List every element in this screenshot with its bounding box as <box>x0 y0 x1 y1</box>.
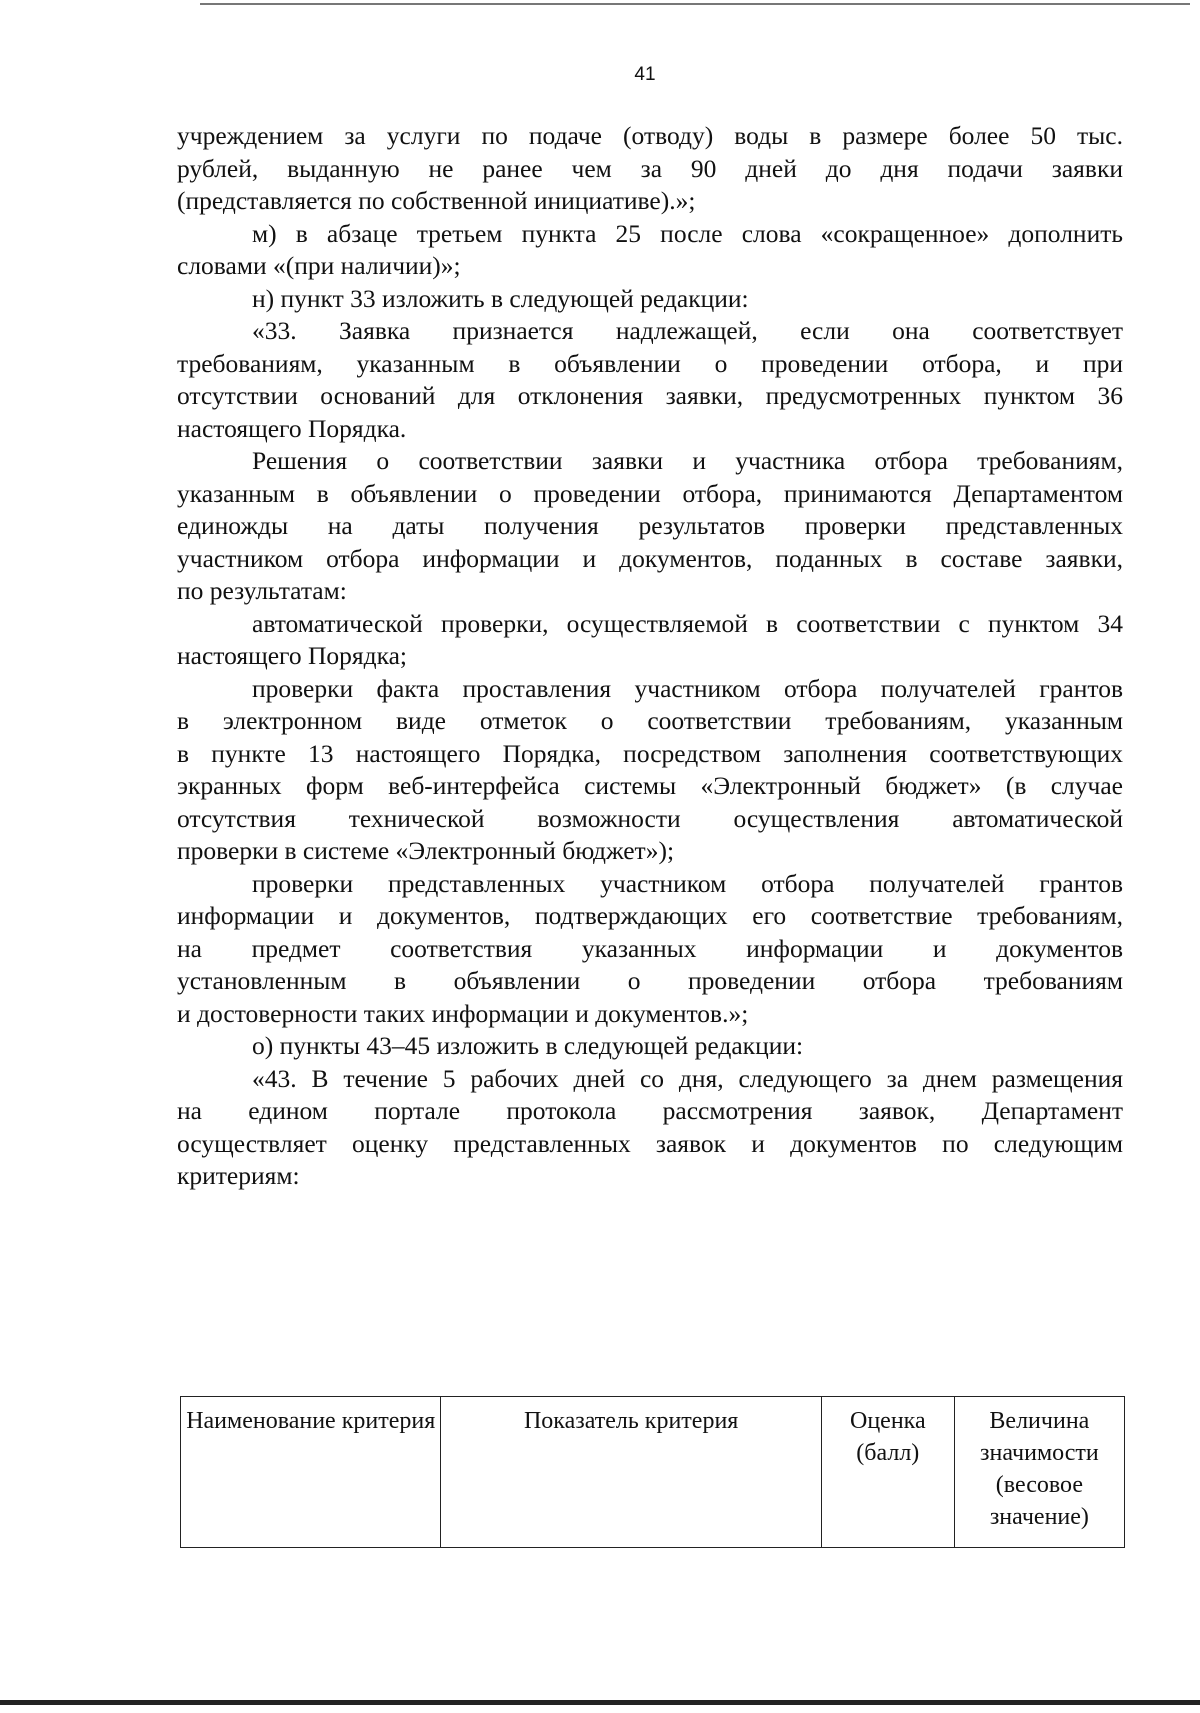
header-weight: Величина значимости (весовое значение) <box>954 1397 1124 1548</box>
criteria-table-header-row <box>181 1397 1125 1548</box>
text-line: Решения о соответствии заявки и участника отбора требованиям, <box>252 446 1123 475</box>
text-line: «43. В течение 5 рабочих дней со дня, следующего за днем размещения <box>252 1063 1123 1093</box>
text-line: установленным в объявлении о проведении отбора требованиям <box>177 966 1123 995</box>
text-line: рублей, выданную не ранее чем за 90 дней до дня подачи заявки <box>177 153 1123 183</box>
text-line: настоящего Порядка. <box>177 413 407 443</box>
text-line: учреждением за услуги по подаче (отводу) воды в размере более 50 тыс. <box>177 121 1123 150</box>
text-line: проверки факта проставления участником отбора получателей грантов <box>252 673 1123 703</box>
text-line: указанным в объявлении о проведении отбора, принимаются Департаментом <box>177 478 1123 508</box>
bottom-scan-rule <box>0 1700 1200 1705</box>
text-line: в электронном виде отметок о соответствии требованиям, указанным <box>177 706 1123 735</box>
text-line: на предмет соответствия указанных информации и документов <box>177 933 1123 963</box>
text-line: информации и документов, подтверждающих его соответствие требованиям, <box>177 901 1123 930</box>
text-line: экранных форм веб-интерфейса системы «Электронный бюджет» (в случае <box>177 771 1123 800</box>
text-line: словами «(при наличии)»; <box>177 251 461 280</box>
text-line: (представляется по собственной инициативе).»; <box>177 186 696 215</box>
text-line: «33. Заявка признается надлежащей, если она соответствует <box>252 316 1123 345</box>
text-line: проверки в системе «Электронный бюджет»); <box>177 836 675 865</box>
text-line: настоящего Порядка; <box>177 641 408 670</box>
top-scan-rule <box>200 3 1190 5</box>
document-body <box>177 120 1123 1193</box>
header-criterion-indicator: Показатель критерия <box>441 1397 821 1548</box>
text-line: автоматической проверки, осуществляемой в соответствии с пунктом 34 <box>252 608 1123 638</box>
text-line: н) пункт 33 изложить в следующей редакции: <box>252 283 749 313</box>
text-line: критериям: <box>177 1161 300 1190</box>
text-line: участником отбора информации и документов, поданных в составе заявки, <box>177 543 1123 573</box>
text-line: отсутствии оснований для отклонения заявки, предусмотренных пунктом 36 <box>177 381 1123 410</box>
text-line: осуществляет оценку представленных заявок и документов по следующим <box>177 1128 1123 1158</box>
text-line: м) в абзаце третьем пункта 25 после слова «сокращенное» дополнить <box>252 218 1123 248</box>
text-line: по результатам: <box>177 576 347 605</box>
text-line: на едином портале протокола рассмотрения заявок, Департамент <box>177 1096 1123 1125</box>
text-line: требованиям, указанным в объявлении о проведении отбора, и при <box>177 348 1123 378</box>
header-score: Оценка (балл) <box>821 1397 954 1548</box>
text-line: единожды на даты получения результатов проверки представленных <box>177 511 1123 540</box>
page-number: 41 <box>634 64 656 85</box>
text-line: и достоверности таких информации и документов.»; <box>177 998 749 1028</box>
text-line: проверки представленных участником отбора получателей грантов <box>252 868 1123 898</box>
text-line: о) пункты 43–45 изложить в следующей редакции: <box>252 1031 804 1060</box>
criteria-table <box>180 1396 1125 1548</box>
header-criterion-name: Наименование критерия <box>181 1397 441 1548</box>
text-line: отсутствия технической возможности осуществления автоматической <box>177 803 1123 833</box>
text-line: в пункте 13 настоящего Порядка, посредством заполнения соответствующих <box>177 738 1123 768</box>
